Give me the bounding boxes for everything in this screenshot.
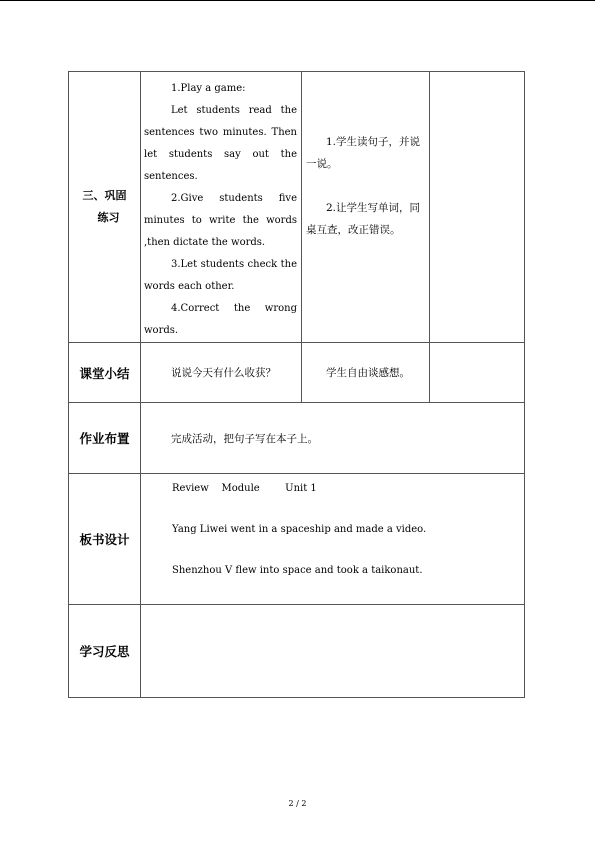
board-title: Review Module Unit 1: [172, 483, 317, 494]
board-line-1: Yang Liwei went in a spaceship and made a video.: [172, 524, 427, 535]
homework-row: [69, 403, 525, 474]
reflection-heading: 学习反思: [69, 605, 141, 698]
board-row: [69, 474, 525, 605]
student-activity-1: 1.学生读句子，并说一说。: [306, 136, 421, 170]
page-top-rule: [0, 0, 595, 1]
consolidation-heading-line2: 练习: [97, 211, 120, 224]
consolidation-activity-cell: [302, 72, 430, 343]
summary-teacher-text: 说说今天有什么收获？: [141, 343, 302, 403]
summary-heading: 课堂小结: [69, 343, 141, 403]
consolidation-row: [69, 72, 525, 343]
consolidation-procedure-cell: [141, 72, 302, 343]
summary-student-text: 学生自由谈感想。: [326, 366, 410, 379]
board-heading: 板书设计: [69, 474, 141, 605]
summary-notes-cell: [430, 343, 525, 403]
board-content-cell: [141, 474, 525, 605]
procedure-step: 1.Play a game:: [171, 83, 246, 94]
procedure-step: Let students read the sentences two minutes. Then let students say out the sentences.: [144, 105, 297, 182]
consolidation-heading-cell: [69, 72, 141, 343]
procedure-step: 4.Correct the wrong words.: [144, 303, 297, 336]
board-line-2: Shenzhou V flew into space and took a taikonaut.: [172, 565, 423, 576]
consolidation-notes-cell: [430, 72, 525, 343]
summary-row: [69, 343, 525, 403]
student-activity-2: 2.让学生写单词，同桌互查，改正错误。: [306, 202, 421, 236]
procedure-step: 2.Give students five minutes to write the words ,then dictate the words.: [144, 193, 297, 248]
summary-student-cell: [302, 343, 430, 403]
reflection-row: [69, 605, 525, 698]
reflection-content-cell: [141, 605, 525, 698]
procedure-step: 3.Let students check the words each other.: [144, 259, 297, 292]
homework-heading: 作业布置: [69, 403, 141, 474]
lesson-plan-table: [68, 71, 525, 698]
consolidation-heading-line1: 三、巩固: [82, 189, 127, 202]
homework-text: 完成活动，把句子写在本子上。: [141, 403, 525, 474]
page-number: 2 / 2: [288, 799, 307, 808]
